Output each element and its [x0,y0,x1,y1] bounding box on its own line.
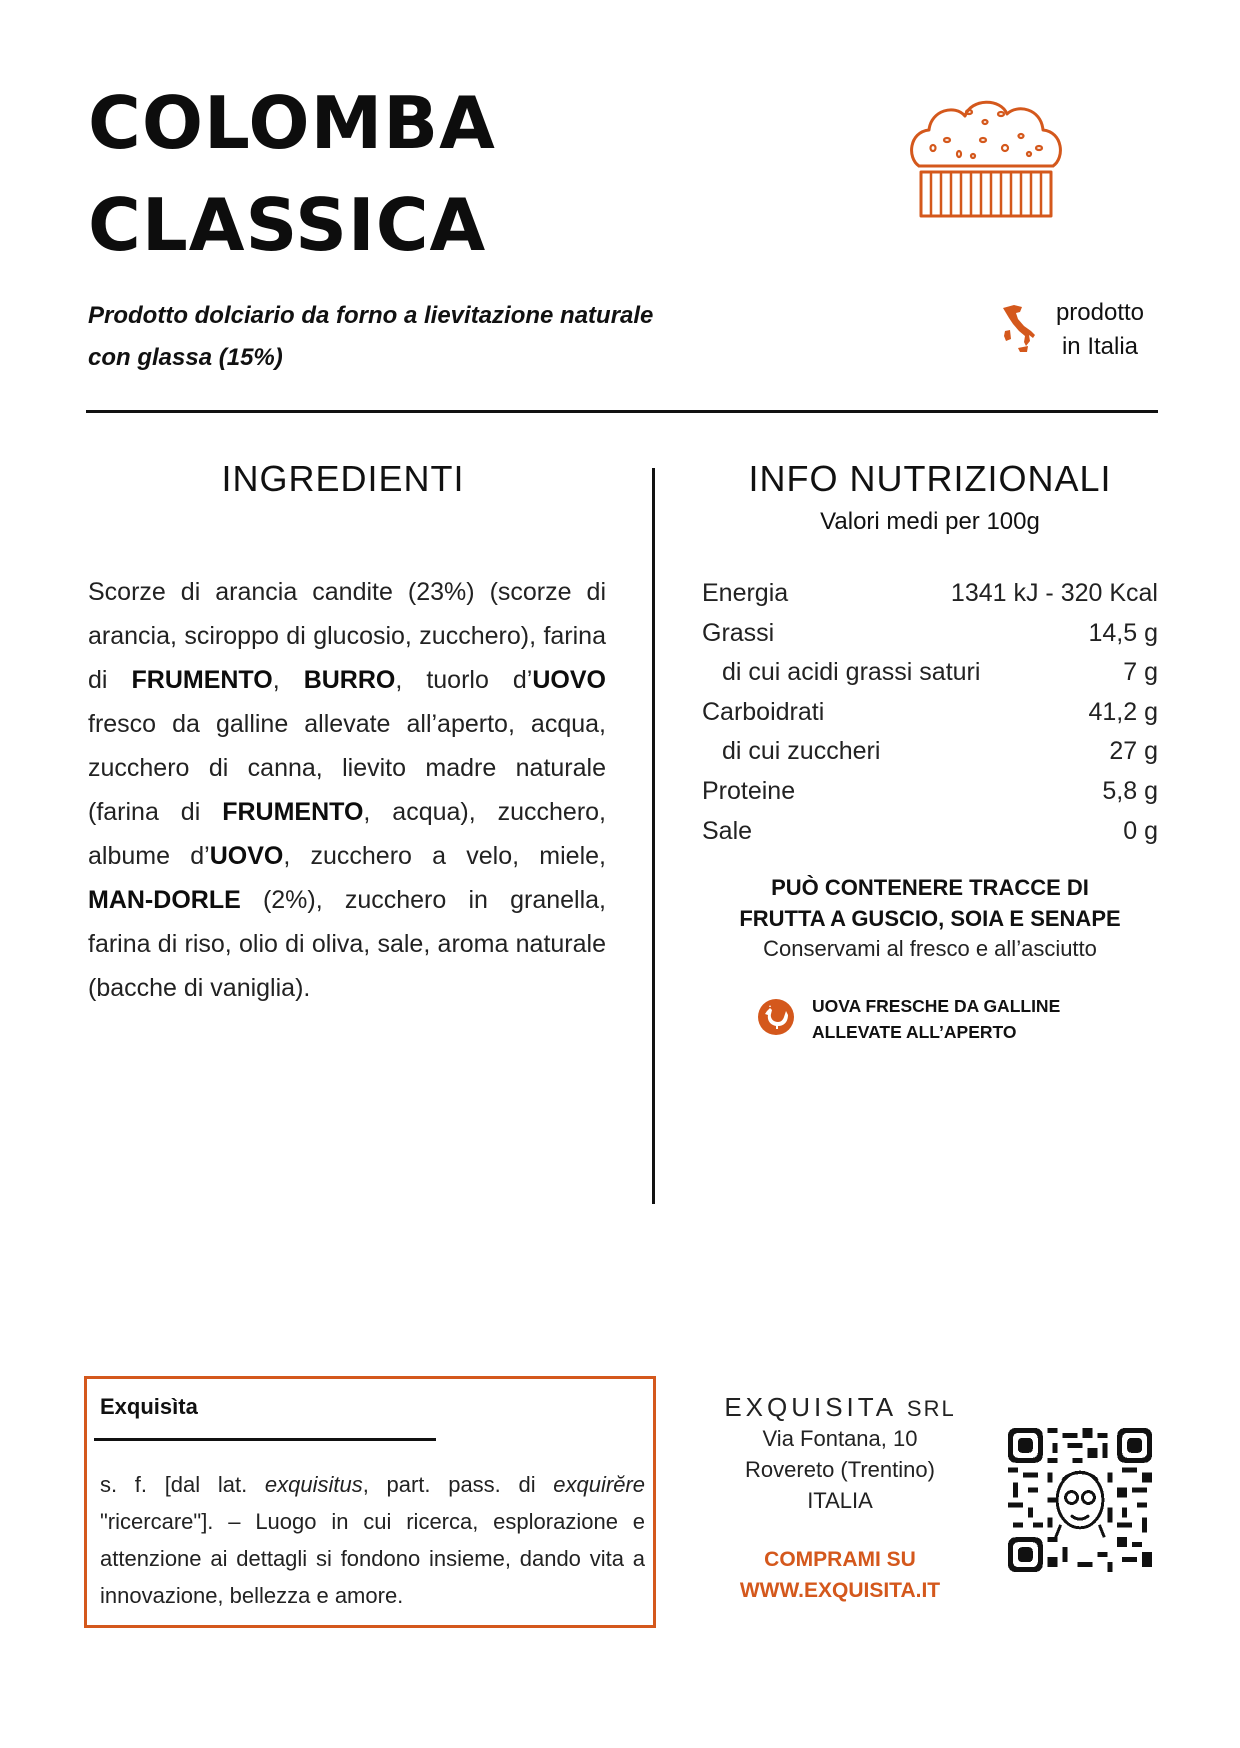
company-country: ITALIA [807,1488,873,1513]
definition-text: s. f. [dal lat. exquisitus, part. pass. di exquirĕre "ricercare"]. – Luogo in cui ricerca, esplorazione e attenzione ai dettagli si fondono insieme, dando vita a innovazione, bellezza e amore. [100,1472,645,1608]
ingredients-heading: INGREDIENTI [221,458,465,499]
nutrition-table [702,574,1158,851]
nutrient-label: Carboidrati [702,697,825,726]
nutrient-label: Proteine [702,776,796,805]
allergen-warning [700,872,1160,934]
hen-icon [757,998,795,1036]
allergen-line-2: FRUTTA A GUSCIO, SOIA E SENAPE [739,906,1121,931]
nutrition-row [702,732,1158,772]
colomba-cake-icon [905,92,1067,220]
allergen-wheat: FRUMENTO [131,666,273,694]
allergen-egg: UOVO [532,666,606,694]
free-range-eggs-note [812,993,1172,1045]
nutrition-row [702,574,1158,614]
nutrition-heading: INFO NUTRIZIONALI [748,458,1112,499]
nutrient-label: di cui zuccheri [722,737,881,766]
eggs-line-2: ALLEVATE ALL’APERTO [812,1022,1017,1042]
company-info [700,1392,980,1516]
nutrient-value: 41,2 g [1088,697,1158,726]
origin-line-1: prodotto [1055,299,1145,326]
allergen-almonds: MAN-DORLE [88,886,241,914]
company-name: EXQUISITA SRL [724,1392,956,1422]
definition-divider [94,1438,436,1441]
nutrient-value: 0 g [1123,816,1158,845]
buy-line-1: COMPRAMI SU [764,1548,916,1571]
eggs-line-1: UOVA FRESCHE DA GALLINE [812,996,1061,1016]
storage-instructions: Conservami al fresco e all’asciutto [763,936,1097,961]
nutrition-per-100g: Valori medi per 100g [820,508,1040,535]
ingredients-text: Scorze di arancia candite (23%) (scorze di arancia, sciroppo di glucosio, zucchero), farina di FRUMENTO, BURRO, tuorlo d’UOVO fresco da galline allevate all’aperto, acqua, zucchero di canna, lievito madre naturale (farina di FRUMENTO, acqua), zucchero, albume d’UOVO, zucchero a velo, miele, MAN-DORLE (2%), zucchero in granella, farina di riso, olio di oliva, sale, aroma naturale (bacche di vaniglia). [88,578,606,1002]
allergen-butter: BURRO [303,666,396,694]
allergen-line-1: PUÒ CONTENERE TRACCE DI [771,875,1089,900]
nutrient-value: 1341 kJ - 320 Kcal [950,579,1158,607]
nutrition-row [702,614,1158,654]
nutrient-label: di cui acidi grassi saturi [722,658,981,687]
subtitle-line-2: con glassa (15%) [88,344,283,371]
product-subtitle [88,295,788,379]
nutrient-label: Grassi [702,618,775,647]
nutrient-value: 14,5 g [1088,618,1158,647]
title-line-1: COLOMBA [88,81,496,165]
nutrition-row [702,653,1158,693]
italy-map-icon [1000,304,1038,356]
qr-code[interactable] [1008,1428,1152,1572]
definition-word: Exquisìta [100,1394,198,1419]
title-line-2: CLASSICA [88,183,487,267]
buy-link[interactable] [700,1544,980,1606]
header-divider [86,410,1158,413]
allergen-egg: UOVO [209,842,284,870]
origin-label [1040,296,1160,364]
nutrient-label: Sale [702,816,753,845]
nutrient-value: 5,8 g [1102,776,1158,805]
column-divider [652,468,655,1204]
nutrition-row [702,772,1158,812]
allergen-wheat: FRUMENTO [222,798,364,826]
nutrient-label: Energia [702,579,789,607]
origin-line-2: in Italia [1061,333,1139,360]
product-title [88,72,788,276]
nutrition-row [702,812,1158,852]
subtitle-line-1: Prodotto dolciario da forno a lievitazione naturale [88,302,654,329]
nutrient-value: 27 g [1109,737,1158,766]
nutrition-row [702,693,1158,733]
company-street: Via Fontana, 10 [762,1426,918,1451]
nutrient-value: 7 g [1123,658,1158,687]
company-city: Rovereto (Trentino) [745,1457,935,1482]
buy-url[interactable]: WWW.EXQUISITA.IT [739,1579,941,1602]
